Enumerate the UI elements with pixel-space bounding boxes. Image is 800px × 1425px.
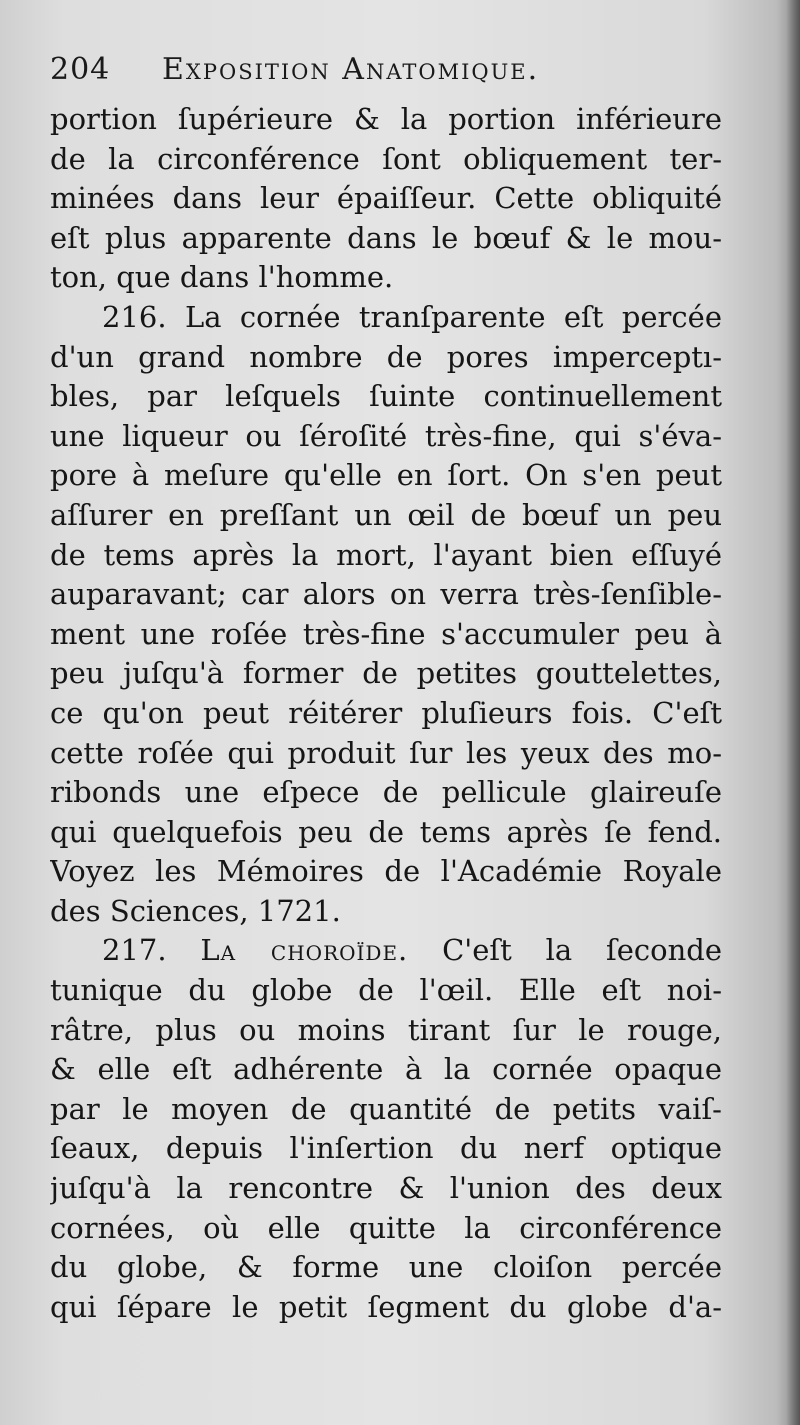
text-line: eſt plus apparente dans le bœuf & le mou-: [50, 220, 722, 255]
text-line: par le moyen de quantité de petits vaiſ-: [50, 1091, 722, 1126]
text-line: bles, par leſquels ſuinte continuellement: [50, 379, 722, 414]
text-line: ſeaux, depuis l'inſertion du nerf optique: [50, 1131, 722, 1166]
text-line: une liqueur ou ſéroſité très-fine, qui s'éva-: [50, 418, 722, 453]
text-line: ment une roſée très-fine s'accumuler peu à: [50, 616, 722, 651]
text-line: auparavant; car alors on verra très-ſenſible-: [50, 577, 722, 612]
text-line: portion ſupérieure & la portion inférieure: [50, 102, 722, 136]
text-line: ton, que dans l'homme.: [50, 260, 394, 295]
paragraph-216-start: 216. La cornée tranſparente eſt percée: [102, 299, 722, 334]
paragraph-number: 217.: [102, 933, 167, 968]
body-text: [50, 100, 722, 1327]
text-line: qui quelquefois peu de tems après ſe fend.: [50, 814, 722, 849]
paragraph-217-start: [50, 931, 722, 971]
text-line: ribonds une eſpece de pellicule glaireuſe: [50, 775, 722, 810]
text-line: de tems après la mort, l'ayant bien eſſuyé: [50, 537, 722, 572]
text-line: & elle eſt adhérente à la cornée opaque: [50, 1052, 722, 1087]
text-line: minées dans leur épaiſſeur. Cette obliquité: [50, 181, 722, 216]
page-gutter-shadow: [786, 0, 800, 1425]
text-line: ce qu'on peut réitérer pluſieurs fois. C'eſt: [50, 695, 722, 730]
running-head: Exposition Anatomique.: [162, 52, 540, 87]
text-line: du globe, & forme une cloiſon percée: [50, 1250, 722, 1285]
text-line: d'un grand nombre de pores imperceptı-: [50, 339, 722, 374]
text-line: Voyez les Mémoires de l'Académie Royale: [50, 854, 722, 889]
page-number: 204: [50, 52, 111, 87]
section-heading: La choroïde.: [200, 933, 409, 968]
page-header: [50, 52, 710, 96]
text-line: des Sciences, 1721.: [50, 893, 341, 928]
text-line: de la circonférence ſont obliquement ter-: [50, 141, 722, 176]
text-line: pore à meſure qu'elle en ſort. On s'en peut: [50, 458, 722, 493]
text-line: râtre, plus ou moins tirant ſur le rouge,: [50, 1012, 722, 1047]
text-fragment: C'eſt la ſeconde: [442, 933, 722, 968]
text-line: qui ſépare le petit ſegment du globe d'a-: [50, 1289, 722, 1324]
text-line: cornées, où elle quitte la circonférence: [50, 1210, 722, 1245]
text-line: peu juſqu'à former de petites gouttelettes,: [50, 656, 722, 691]
text-line: cette roſée qui produit ſur les yeux des mo-: [50, 735, 722, 770]
text-line: aſſurer en preſſant un œil de bœuf un peu: [50, 497, 722, 532]
text-line: juſqu'à la rencontre & l'union des deux: [50, 1171, 722, 1206]
text-line: tunique du globe de l'œil. Elle eſt noi-: [50, 973, 722, 1008]
